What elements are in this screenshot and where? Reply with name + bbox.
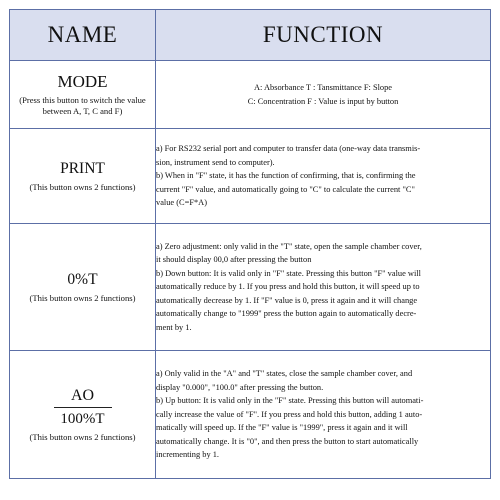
function-cell-ao-100t [156,351,491,479]
function-line: automatically change to "1999" press the button again to automatically decre- [156,309,417,319]
button-note-print: (This button owns 2 functions) [29,181,136,192]
function-line: automatically change. It is "0", and then press the button to start automatically [156,436,419,446]
function-line: b) Down button: It is valid only in "F" state. Pressing this button "F" value will [156,268,421,278]
button-function-table [9,9,491,479]
name-cell-zero-t [10,224,156,351]
button-note-mode: (Press this button to switch the value between A, T, C and F) [19,94,146,116]
button-name-100t: 100%T [60,411,105,427]
table-row-mode [10,61,491,129]
fraction-bar [54,407,112,408]
function-line: sion, instrument send to computer). [156,157,275,167]
function-line: ment by 1. [156,322,192,332]
function-line: a) For RS232 serial port and computer to transfer data (one-way data transmis- [156,144,421,154]
name-column-header: NAME [10,10,156,61]
name-cell-ao-100t [10,351,156,479]
button-name-ao-100t [54,386,112,428]
name-cell-print [10,129,156,224]
button-note-zero-t: (This button owns 2 functions) [29,292,136,303]
button-name-ao: AO [70,387,95,404]
function-line: display "0.000", "100.0" after pressing the button. [156,382,324,392]
header-row [10,10,491,61]
function-line: value (C=F*A) [156,198,208,208]
function-line: automatically reduce by 1. If you press and hold this button, it will speed up to [156,282,420,292]
function-line: a) Only valid in the "A" and "T" states, close the sample chamber cover, and [156,369,413,379]
function-line: cally increase the value of "F". If you press and hold this button, adding 1 auto- [156,409,423,419]
function-line: it should display 00,0 after pressing the button [156,255,312,265]
function-cell-mode [156,61,491,129]
function-line: matically will speed up. If the "F" value is "1999", press it again and it will [156,423,408,433]
function-line: incrementing by 1. [156,450,220,460]
function-line: A: Absorbance T : Tansmittance F: Slope [253,83,393,92]
button-name-print: PRINT [60,159,105,177]
button-note-ao-100t: (This button owns 2 functions) [29,432,136,442]
name-cell-mode [10,61,156,129]
function-line: automatically decrease by 1. If "F" value is 0, press it again and it will change [156,295,418,305]
button-name-zero-t: 0%T [67,270,98,288]
table-row-print [10,129,491,224]
table-row-zero-t [10,224,491,351]
function-cell-print [156,129,491,224]
function-cell-zero-t [156,224,491,351]
function-line: b) When in "F" state, it has the function of confirming, that is, confirming the [156,171,416,181]
button-name-mode: MODE [57,71,108,91]
table-row-ao-100t [10,351,491,479]
function-line: a) Zero adjustment: only valid in the "T" state, open the sample chamber cover, [156,241,422,251]
function-column-header: FUNCTION [156,10,491,61]
function-line: current "F" value, and automatically going to "C" to calculate the current "C" [156,184,415,194]
function-line: b) Up button: It is valid only in the "F" state. Pressing this button will automati- [156,396,424,406]
function-line: C: Concentration F : Value is input by button [247,96,399,106]
